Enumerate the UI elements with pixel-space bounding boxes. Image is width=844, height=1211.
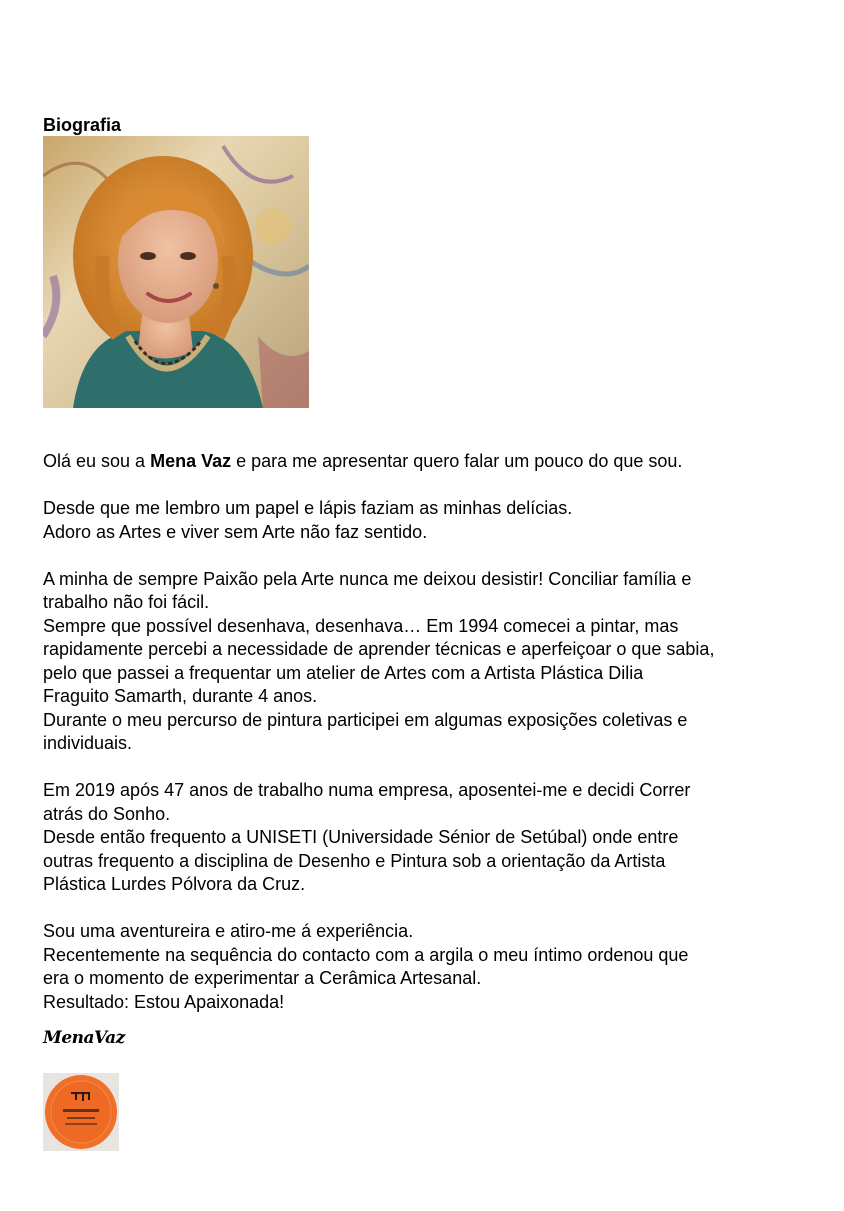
bio-line	[43, 944, 813, 968]
bio-paragraph	[43, 779, 813, 897]
text-run: Desde que me lembro um papel e lápis faziam as minhas delícias.	[43, 498, 573, 518]
text-run: Recentemente na sequência do contacto com a argila o meu íntimo ordenou que	[43, 944, 689, 965]
text-run: Adoro as Artes e viver sem Arte não faz sentido.	[43, 521, 428, 542]
text-run: Sou uma aventureira e atiro-me á experiência.	[43, 921, 414, 941]
text-run: Durante o meu percurso de pintura participei em algumas exposições coletivas e	[43, 709, 688, 730]
bio-line	[43, 662, 813, 686]
bio-line	[43, 779, 813, 803]
bio-line	[43, 967, 813, 991]
bio-paragraph	[43, 497, 813, 544]
bio-line	[43, 568, 813, 592]
text-run: pelo que passei a frequentar um atelier de Artes com a Artista Plástica Dilia	[43, 662, 644, 683]
bio-line	[43, 803, 813, 827]
bio-line	[43, 732, 813, 756]
bio-line	[43, 685, 813, 709]
bio-line	[43, 873, 813, 897]
bio-line	[43, 497, 813, 521]
text-run: rapidamente percebi a necessidade de aprender técnicas e aperfeiçoar o que sabia,	[43, 639, 715, 659]
bio-paragraph	[43, 450, 813, 474]
text-run: individuais.	[43, 733, 133, 753]
text-run: outras frequento a disciplina de Desenho e Pintura sob a orientação da Artista	[43, 850, 666, 871]
bio-paragraph	[43, 568, 813, 756]
bio-line	[43, 450, 813, 474]
bio-paragraph	[43, 920, 813, 1014]
text-run: Olá eu sou a	[43, 451, 151, 471]
bio-line	[43, 709, 813, 733]
bio-line	[43, 638, 813, 662]
author-portrait-photo	[43, 136, 309, 408]
bio-line	[43, 591, 813, 615]
author-name: Mena Vaz	[150, 451, 232, 471]
text-run: Em 2019 após 47 anos de trabalho numa empresa, aposentei-me e decidi Correr	[43, 780, 691, 800]
bio-line	[43, 920, 813, 944]
bio-line	[43, 826, 813, 850]
text-run: Fraguito Samarth, durante 4 anos.	[43, 686, 318, 706]
biography-text	[43, 450, 813, 1038]
text-run: e para me apresentar quero falar um pouco do que sou.	[231, 451, 683, 471]
text-run: era o momento de experimentar a Cerâmica Artesanal.	[43, 968, 482, 988]
text-run: trabalho não foi fácil.	[43, 592, 210, 612]
bio-line	[43, 521, 813, 545]
signature: MenaVaz	[43, 1028, 125, 1048]
bio-line	[43, 850, 813, 874]
text-run: Resultado: Estou Apaixonada!	[43, 991, 285, 1012]
text-run: A minha de sempre Paixão pela Arte nunca me deixou desistir! Conciliar família e	[43, 568, 692, 589]
bio-line	[43, 991, 813, 1015]
text-run: atrás do Sonho.	[43, 803, 171, 824]
text-run: Plástica Lurdes Pólvora da Cruz.	[43, 874, 306, 894]
bio-line	[43, 615, 813, 639]
page-title: Biografia	[43, 115, 122, 135]
ceramic-logo-image	[43, 1073, 119, 1151]
text-run: Desde então frequento a UNISETI (Universidade Sénior de Setúbal) onde entre	[43, 827, 679, 847]
text-run: Sempre que possível desenhava, desenhava… Em 1994 comecei a pintar, mas	[43, 615, 679, 636]
